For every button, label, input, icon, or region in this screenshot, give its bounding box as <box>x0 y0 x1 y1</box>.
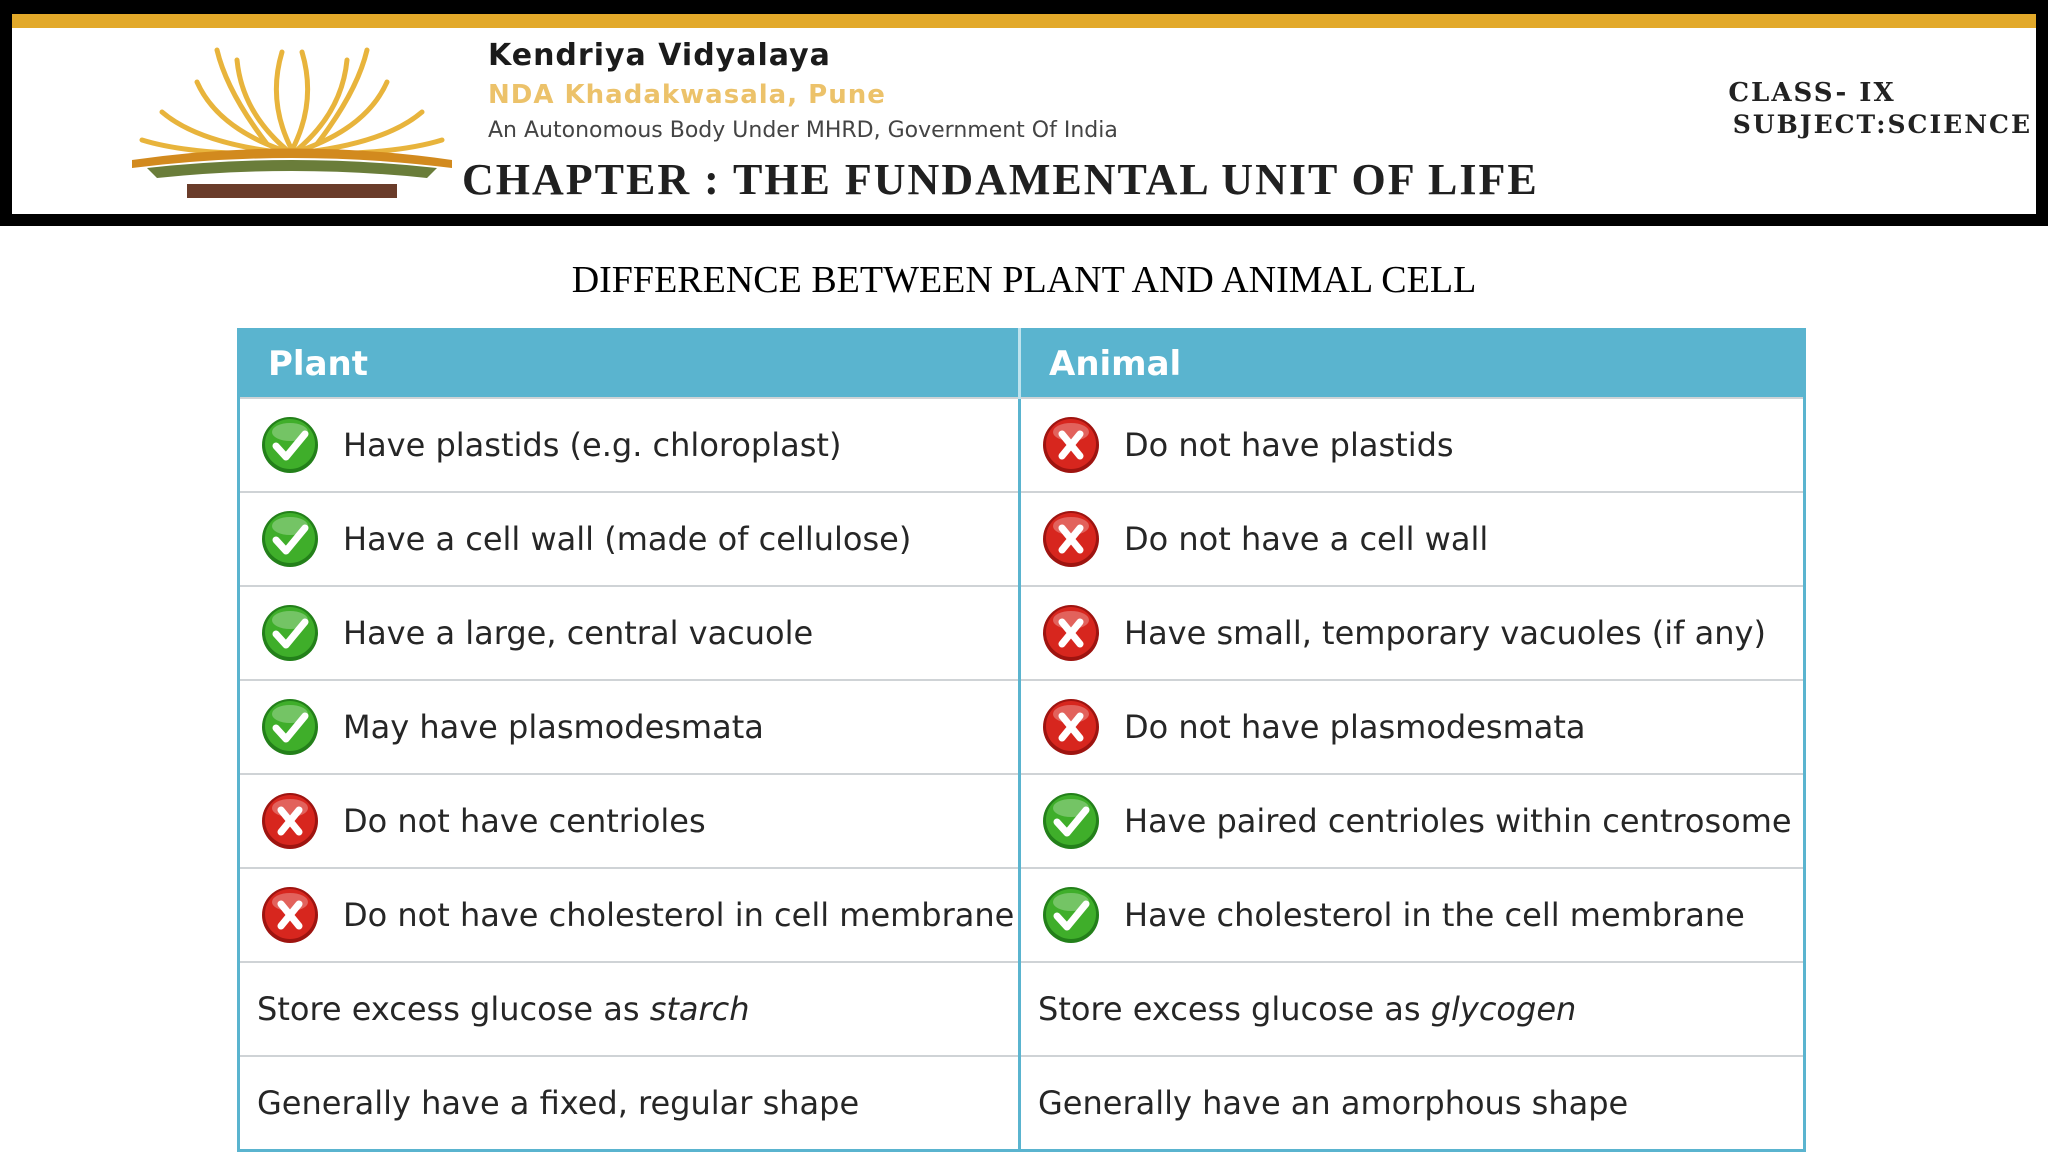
school-tagline: An Autonomous Body Under MHRD, Government Of India <box>488 118 1118 143</box>
plant-cell-text: Generally have a fixed, regular shape <box>257 1084 860 1122</box>
check-icon <box>1038 882 1104 948</box>
animal-cell <box>1020 774 1805 868</box>
plant-cell-text: Do not have centrioles <box>343 802 706 840</box>
header-banner <box>0 0 2048 226</box>
animal-cell <box>1020 586 1805 680</box>
banner-gold-strip <box>12 14 2036 28</box>
cross-icon <box>257 882 323 948</box>
plant-cell <box>239 868 1020 962</box>
check-icon <box>257 694 323 760</box>
plant-cell-text: May have plasmodesmata <box>343 708 764 746</box>
plant-cell <box>239 586 1020 680</box>
class-label: CLASS- IX <box>1728 78 1896 108</box>
animal-cell <box>1020 868 1805 962</box>
comparison-table <box>237 328 1806 1152</box>
column-header-plant: Plant <box>239 330 1020 399</box>
table-row <box>239 1056 1805 1151</box>
table-row <box>239 398 1805 492</box>
plant-cell <box>239 398 1020 492</box>
school-location: NDA Khadakwasala, Pune <box>488 80 886 110</box>
kv-logo-icon <box>117 32 467 212</box>
animal-cell-text: Do not have a cell wall <box>1124 520 1489 558</box>
plant-cell <box>239 1056 1020 1151</box>
animal-cell <box>1020 1056 1805 1151</box>
table-row <box>239 586 1805 680</box>
check-icon <box>257 600 323 666</box>
plant-cell <box>239 492 1020 586</box>
column-header-animal: Animal <box>1020 330 1805 399</box>
table-row <box>239 868 1805 962</box>
animal-cell-text: Have paired centrioles within centrosome <box>1124 802 1792 840</box>
animal-cell-text: Generally have an amorphous shape <box>1038 1084 1629 1122</box>
plant-cell <box>239 962 1020 1056</box>
table-row <box>239 962 1805 1056</box>
plant-cell-text: Have a large, central vacuole <box>343 614 814 652</box>
cross-icon <box>1038 694 1104 760</box>
check-icon <box>257 506 323 572</box>
animal-cell <box>1020 492 1805 586</box>
cross-icon <box>257 788 323 854</box>
animal-cell-text: Do not have plastids <box>1124 426 1454 464</box>
plant-cell <box>239 774 1020 868</box>
plant-cell-emphasis: starch <box>649 990 750 1028</box>
animal-cell <box>1020 962 1805 1056</box>
plant-cell-text: Do not have cholesterol in cell membrane <box>343 896 1015 934</box>
chapter-title: CHAPTER : THE FUNDAMENTAL UNIT OF LIFE <box>462 155 1539 204</box>
table-row <box>239 680 1805 774</box>
plant-cell-text: Have plastids (e.g. chloroplast) <box>343 426 842 464</box>
animal-cell-emphasis: glycogen <box>1430 990 1577 1028</box>
check-icon <box>257 412 323 478</box>
animal-cell-text: Have cholesterol in the cell membrane <box>1124 896 1745 934</box>
animal-cell-text: Do not have plasmodesmata <box>1124 708 1586 746</box>
plant-cell <box>239 680 1020 774</box>
animal-cell <box>1020 680 1805 774</box>
cross-icon <box>1038 600 1104 666</box>
table-row <box>239 492 1805 586</box>
page-title: DIFFERENCE BETWEEN PLANT AND ANIMAL CELL <box>571 259 1477 301</box>
cross-icon <box>1038 506 1104 572</box>
check-icon <box>1038 788 1104 854</box>
table-row <box>239 774 1805 868</box>
school-name: Kendriya Vidyalaya <box>488 38 831 73</box>
plant-cell-prefix: Store excess glucose as <box>257 990 650 1028</box>
animal-cell-text: Have small, temporary vacuoles (if any) <box>1124 614 1766 652</box>
animal-cell <box>1020 398 1805 492</box>
banner-panel <box>12 28 2036 214</box>
table-body <box>239 398 1805 1151</box>
cross-icon <box>1038 412 1104 478</box>
plant-cell-text: Have a cell wall (made of cellulose) <box>343 520 912 558</box>
subject-label: SUBJECT:SCIENCE <box>1732 110 2032 139</box>
table-header-row <box>239 330 1805 399</box>
animal-cell-prefix: Store excess glucose as <box>1038 990 1431 1028</box>
